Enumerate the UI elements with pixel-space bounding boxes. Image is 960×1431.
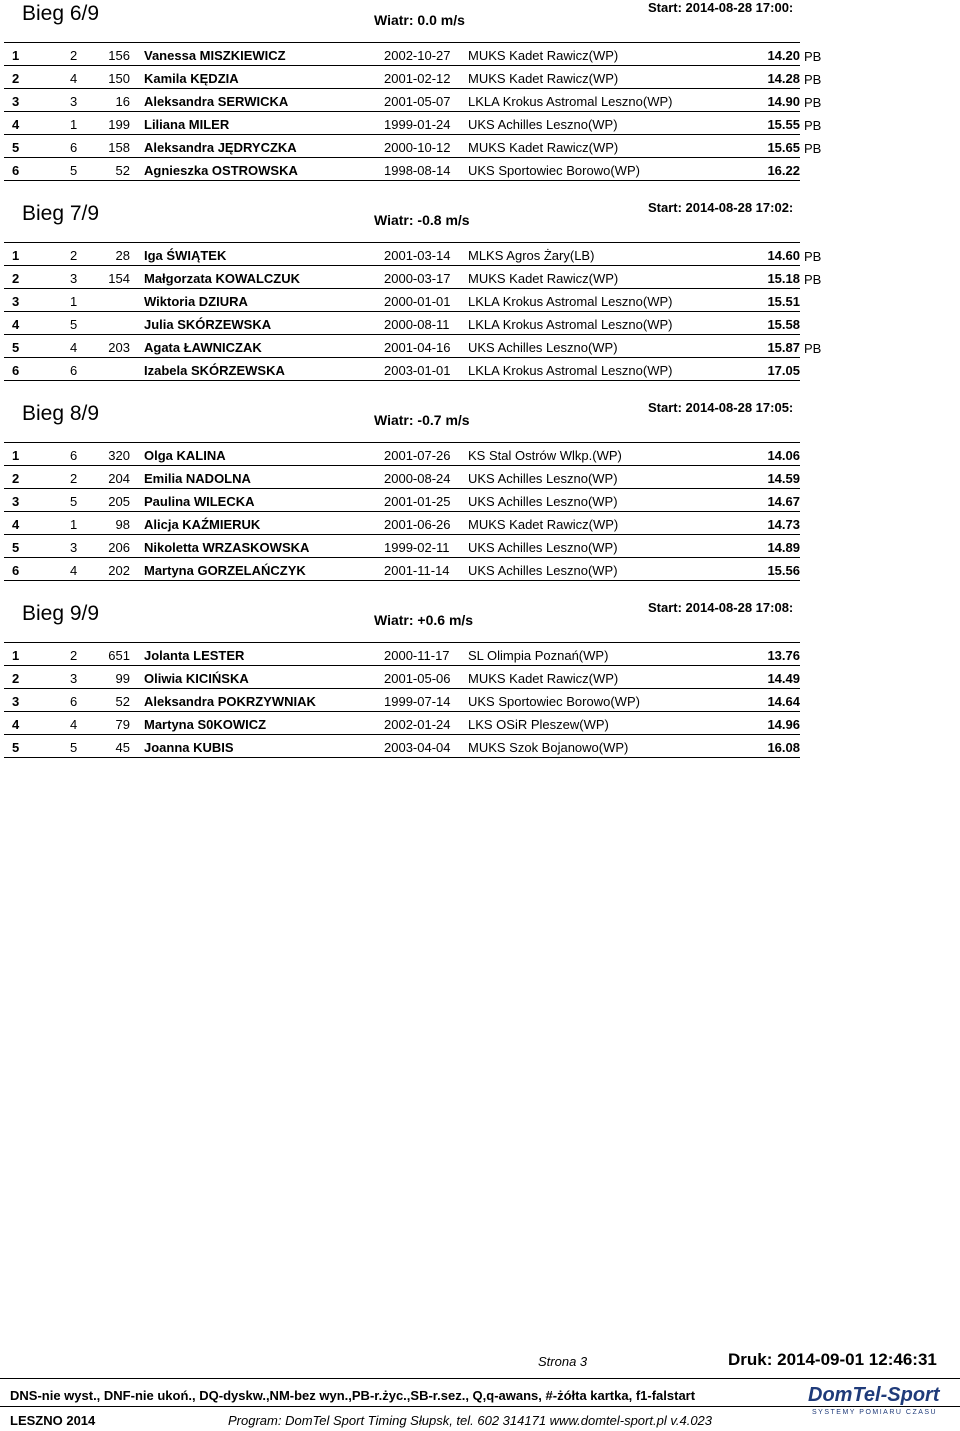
birth-date-cell: 1999-07-14	[384, 689, 464, 712]
athlete-name-cell: Liliana MILER	[144, 112, 384, 135]
record-note-cell: PB	[804, 94, 822, 110]
heat-start-time: Start: 2014-08-28 17:08:	[648, 600, 794, 615]
result-time-cell: 14.28	[740, 66, 800, 89]
birth-date-cell: 2000-10-12	[384, 135, 464, 158]
result-time-cell: 14.06	[740, 443, 800, 466]
result-time-cell: 15.55	[740, 112, 800, 135]
table-row	[4, 266, 824, 289]
birth-date-cell: 1999-02-11	[384, 535, 464, 558]
bib-number-cell	[88, 358, 144, 381]
place-cell: 6	[4, 558, 48, 581]
result-time-cell: 15.65	[740, 135, 800, 158]
record-note-cell	[800, 712, 824, 735]
result-time-cell: 14.90	[740, 89, 800, 112]
record-note-cell: PB	[804, 117, 822, 133]
lane-cell: 2	[48, 466, 88, 489]
heat-header	[0, 600, 960, 640]
result-time-cell: 16.08	[740, 735, 800, 758]
heat-6	[0, 0, 960, 178]
lane-cell: 6	[48, 358, 88, 381]
birth-date-cell: 2000-08-24	[384, 466, 464, 489]
place-cell: 4	[4, 512, 48, 535]
place-cell: 1	[4, 643, 48, 666]
bib-number-cell	[88, 289, 144, 312]
bib-number-cell: 203	[88, 335, 144, 358]
athlete-name-cell: Alicja KAŹMIERUK	[144, 512, 384, 535]
place-cell: 3	[4, 489, 48, 512]
place-cell: 5	[4, 335, 48, 358]
birth-date-cell: 1999-01-24	[384, 112, 464, 135]
result-time-cell: 16.22	[740, 158, 800, 181]
birth-date-cell: 2001-07-26	[384, 443, 464, 466]
heat-wind: Wiatr: -0.8 m/s	[374, 212, 470, 228]
athlete-name-cell: Agata ŁAWNICZAK	[144, 335, 384, 358]
lane-cell: 5	[48, 735, 88, 758]
table-row	[4, 443, 824, 466]
birth-date-cell: 2001-11-14	[384, 558, 464, 581]
record-note-cell: PB	[804, 248, 822, 264]
table-row	[4, 312, 824, 335]
result-time-cell: 15.58	[740, 312, 800, 335]
club-cell: UKS Achilles Leszno(WP)	[464, 335, 740, 358]
bib-number-cell: 52	[88, 689, 144, 712]
results-table	[4, 242, 824, 381]
bib-number-cell: 45	[88, 735, 144, 758]
record-note-cell	[800, 443, 824, 466]
table-row	[4, 43, 824, 66]
table-row	[4, 66, 824, 89]
table-row	[4, 735, 824, 758]
lane-cell: 3	[48, 89, 88, 112]
record-note-cell	[800, 558, 824, 581]
place-cell: 6	[4, 358, 48, 381]
athlete-name-cell: Małgorzata KOWALCZUK	[144, 266, 384, 289]
table-row	[4, 358, 824, 381]
table-row	[4, 89, 824, 112]
lane-cell: 6	[48, 135, 88, 158]
lane-cell: 3	[48, 266, 88, 289]
club-cell: UKS Achilles Leszno(WP)	[464, 466, 740, 489]
place-cell: 4	[4, 712, 48, 735]
result-time-cell: 14.59	[740, 466, 800, 489]
lane-cell: 6	[48, 443, 88, 466]
athlete-name-cell: Nikoletta WRZASKOWSKA	[144, 535, 384, 558]
club-cell: MUKS Kadet Rawicz(WP)	[464, 512, 740, 535]
heat-9	[0, 600, 960, 755]
print-timestamp: Druk: 2014-09-01 12:46:31	[728, 1350, 937, 1369]
club-cell: LKS OSiR Pleszew(WP)	[464, 712, 740, 735]
club-cell: LKLA Krokus Astromal Leszno(WP)	[464, 312, 740, 335]
club-cell: LKLA Krokus Astromal Leszno(WP)	[464, 289, 740, 312]
result-time-cell: 15.51	[740, 289, 800, 312]
table-row	[4, 289, 824, 312]
lane-cell: 5	[48, 312, 88, 335]
place-cell: 4	[4, 312, 48, 335]
athlete-name-cell: Aleksandra POKRZYWNIAK	[144, 689, 384, 712]
lane-cell: 4	[48, 712, 88, 735]
place-cell: 1	[4, 243, 48, 266]
lane-cell: 4	[48, 66, 88, 89]
place-cell: 2	[4, 66, 48, 89]
birth-date-cell: 2001-03-14	[384, 243, 464, 266]
bib-number-cell: 199	[88, 112, 144, 135]
lane-cell: 1	[48, 289, 88, 312]
lane-cell: 3	[48, 535, 88, 558]
athlete-name-cell: Julia SKÓRZEWSKA	[144, 312, 384, 335]
record-note-cell	[800, 643, 824, 666]
heat-start-time: Start: 2014-08-28 17:00:	[648, 0, 794, 15]
record-note-cell: PB	[804, 48, 822, 64]
result-time-cell: 15.87	[740, 335, 800, 358]
record-note-cell	[800, 158, 824, 181]
club-cell: UKS Achilles Leszno(WP)	[464, 535, 740, 558]
bib-number-cell: 651	[88, 643, 144, 666]
place-cell: 4	[4, 112, 48, 135]
bib-number-cell: 205	[88, 489, 144, 512]
table-row	[4, 512, 824, 535]
results-table	[4, 642, 824, 758]
club-cell: MUKS Kadet Rawicz(WP)	[464, 43, 740, 66]
bib-number-cell: 204	[88, 466, 144, 489]
club-cell: MUKS Kadet Rawicz(WP)	[464, 266, 740, 289]
record-note-cell: PB	[804, 340, 822, 356]
lane-cell: 2	[48, 43, 88, 66]
club-cell: UKS Sportowiec Borowo(WP)	[464, 158, 740, 181]
athlete-name-cell: Aleksandra SERWICKA	[144, 89, 384, 112]
bib-number-cell: 158	[88, 135, 144, 158]
bib-number-cell	[88, 312, 144, 335]
record-note-cell: PB	[804, 271, 822, 287]
table-row	[4, 666, 824, 689]
place-cell: 5	[4, 535, 48, 558]
athlete-name-cell: Kamila KĘDZIA	[144, 66, 384, 89]
heat-title: Bieg 7/9	[22, 202, 100, 225]
lane-cell: 4	[48, 558, 88, 581]
place-cell: 6	[4, 158, 48, 181]
birth-date-cell: 2001-06-26	[384, 512, 464, 535]
bib-number-cell: 52	[88, 158, 144, 181]
birth-date-cell: 2000-11-17	[384, 643, 464, 666]
bib-number-cell: 28	[88, 243, 144, 266]
lane-cell: 3	[48, 666, 88, 689]
athlete-name-cell: Agnieszka OSTROWSKA	[144, 158, 384, 181]
athlete-name-cell: Olga KALINA	[144, 443, 384, 466]
club-cell: MUKS Kadet Rawicz(WP)	[464, 66, 740, 89]
heat-header	[0, 200, 960, 240]
record-note-cell	[800, 689, 824, 712]
result-time-cell: 14.73	[740, 512, 800, 535]
table-row	[4, 689, 824, 712]
athlete-name-cell: Vanessa MISZKIEWICZ	[144, 43, 384, 66]
place-cell: 2	[4, 266, 48, 289]
place-cell: 3	[4, 289, 48, 312]
result-time-cell: 17.05	[740, 358, 800, 381]
birth-date-cell: 2003-01-01	[384, 358, 464, 381]
club-cell: LKLA Krokus Astromal Leszno(WP)	[464, 89, 740, 112]
athlete-name-cell: Jolanta LESTER	[144, 643, 384, 666]
club-cell: MUKS Kadet Rawicz(WP)	[464, 135, 740, 158]
birth-date-cell: 2001-05-07	[384, 89, 464, 112]
results-table	[4, 42, 824, 181]
result-time-cell: 14.49	[740, 666, 800, 689]
record-note-cell: PB	[804, 71, 822, 87]
record-note-cell	[800, 358, 824, 381]
record-note-cell	[800, 666, 824, 689]
table-row	[4, 489, 824, 512]
record-note-cell	[800, 289, 824, 312]
birth-date-cell: 2001-02-12	[384, 66, 464, 89]
bib-number-cell: 99	[88, 666, 144, 689]
place-cell: 3	[4, 89, 48, 112]
record-note-cell	[800, 535, 824, 558]
heat-wind: Wiatr: -0.7 m/s	[374, 412, 470, 428]
birth-date-cell: 2000-01-01	[384, 289, 464, 312]
record-note-cell	[800, 489, 824, 512]
table-row	[4, 158, 824, 181]
heat-header	[0, 0, 960, 40]
lane-cell: 4	[48, 335, 88, 358]
heat-title: Bieg 6/9	[22, 2, 100, 25]
record-note-cell	[800, 312, 824, 335]
table-row	[4, 535, 824, 558]
place-cell: 2	[4, 666, 48, 689]
record-note-cell	[800, 512, 824, 535]
abbreviation-legend: DNS-nie wyst., DNF-nie ukoń., DQ-dyskw.,NM-bez wyn.,PB-r.życ.,SB-r.sez., Q,q-awans, #-żółta kartka, f1-falstart	[10, 1388, 696, 1403]
athlete-name-cell: Martyna GORZELAŃCZYK	[144, 558, 384, 581]
lane-cell: 5	[48, 158, 88, 181]
logo-wordmark: DomTel-Sport	[808, 1384, 940, 1406]
results-table	[4, 442, 824, 581]
heat-start-time: Start: 2014-08-28 17:02:	[648, 200, 794, 215]
domtel-sport-logo	[808, 1384, 948, 1424]
event-location: LESZNO 2014	[10, 1413, 96, 1428]
birth-date-cell: 2002-10-27	[384, 43, 464, 66]
place-cell: 5	[4, 735, 48, 758]
lane-cell: 6	[48, 689, 88, 712]
bib-number-cell: 79	[88, 712, 144, 735]
lane-cell: 2	[48, 643, 88, 666]
lane-cell: 5	[48, 489, 88, 512]
place-cell: 1	[4, 43, 48, 66]
program-credit: Program: DomTel Sport Timing Słupsk, tel. 602 314171 www.domtel-sport.pl v.4.023	[228, 1413, 713, 1428]
heat-8	[0, 400, 960, 578]
lane-cell: 1	[48, 512, 88, 535]
lane-cell: 2	[48, 243, 88, 266]
result-time-cell: 14.89	[740, 535, 800, 558]
birth-date-cell: 2000-03-17	[384, 266, 464, 289]
page-number: Strona 3	[538, 1354, 588, 1369]
bib-number-cell: 202	[88, 558, 144, 581]
birth-date-cell: 2001-04-16	[384, 335, 464, 358]
record-note-cell	[800, 466, 824, 489]
athlete-name-cell: Martyna S0KOWICZ	[144, 712, 384, 735]
place-cell: 2	[4, 466, 48, 489]
table-row	[4, 466, 824, 489]
place-cell: 1	[4, 443, 48, 466]
heat-header	[0, 400, 960, 440]
athlete-name-cell: Aleksandra JĘDRYCZKA	[144, 135, 384, 158]
club-cell: MUKS Kadet Rawicz(WP)	[464, 666, 740, 689]
birth-date-cell: 2000-08-11	[384, 312, 464, 335]
club-cell: KS Stal Ostrów Wlkp.(WP)	[464, 443, 740, 466]
result-time-cell: 14.64	[740, 689, 800, 712]
bib-number-cell: 320	[88, 443, 144, 466]
bib-number-cell: 150	[88, 66, 144, 89]
bib-number-cell: 98	[88, 512, 144, 535]
result-time-cell: 13.76	[740, 643, 800, 666]
result-time-cell: 15.56	[740, 558, 800, 581]
athlete-name-cell: Izabela SKÓRZEWSKA	[144, 358, 384, 381]
table-row	[4, 643, 824, 666]
bib-number-cell: 156	[88, 43, 144, 66]
athlete-name-cell: Iga ŚWIĄTEK	[144, 243, 384, 266]
result-time-cell: 14.20	[740, 43, 800, 66]
place-cell: 3	[4, 689, 48, 712]
footer-divider	[0, 1378, 960, 1379]
birth-date-cell: 2003-04-04	[384, 735, 464, 758]
club-cell: SL Olimpia Poznań(WP)	[464, 643, 740, 666]
table-row	[4, 335, 824, 358]
birth-date-cell: 1998-08-14	[384, 158, 464, 181]
lane-cell: 1	[48, 112, 88, 135]
result-time-cell: 14.67	[740, 489, 800, 512]
athlete-name-cell: Oliwia KICIŃSKA	[144, 666, 384, 689]
table-row	[4, 243, 824, 266]
table-row	[4, 558, 824, 581]
table-row	[4, 112, 824, 135]
club-cell: UKS Achilles Leszno(WP)	[464, 558, 740, 581]
heat-wind: Wiatr: +0.6 m/s	[374, 612, 474, 628]
birth-date-cell: 2001-01-25	[384, 489, 464, 512]
club-cell: LKLA Krokus Astromal Leszno(WP)	[464, 358, 740, 381]
athlete-name-cell: Paulina WILECKA	[144, 489, 384, 512]
heat-title: Bieg 9/9	[22, 602, 100, 625]
bib-number-cell: 206	[88, 535, 144, 558]
place-cell: 5	[4, 135, 48, 158]
athlete-name-cell: Wiktoria DZIURA	[144, 289, 384, 312]
bib-number-cell: 16	[88, 89, 144, 112]
logo-tagline: SYSTEMY POMIARU CZASU	[812, 1409, 938, 1416]
club-cell: UKS Sportowiec Borowo(WP)	[464, 689, 740, 712]
heat-7	[0, 200, 960, 378]
athlete-name-cell: Emilia NADOLNA	[144, 466, 384, 489]
birth-date-cell: 2002-01-24	[384, 712, 464, 735]
table-row	[4, 135, 824, 158]
table-row	[4, 712, 824, 735]
result-time-cell: 15.18	[740, 266, 800, 289]
result-time-cell: 14.96	[740, 712, 800, 735]
club-cell: MUKS Szok Bojanowo(WP)	[464, 735, 740, 758]
record-note-cell: PB	[804, 140, 822, 156]
heat-wind: Wiatr: 0.0 m/s	[374, 12, 465, 28]
bib-number-cell: 154	[88, 266, 144, 289]
club-cell: MLKS Agros Żary(LB)	[464, 243, 740, 266]
club-cell: UKS Achilles Leszno(WP)	[464, 112, 740, 135]
heat-start-time: Start: 2014-08-28 17:05:	[648, 400, 794, 415]
result-time-cell: 14.60	[740, 243, 800, 266]
record-note-cell	[800, 735, 824, 758]
athlete-name-cell: Joanna KUBIS	[144, 735, 384, 758]
club-cell: UKS Achilles Leszno(WP)	[464, 489, 740, 512]
birth-date-cell: 2001-05-06	[384, 666, 464, 689]
heat-title: Bieg 8/9	[22, 402, 100, 425]
